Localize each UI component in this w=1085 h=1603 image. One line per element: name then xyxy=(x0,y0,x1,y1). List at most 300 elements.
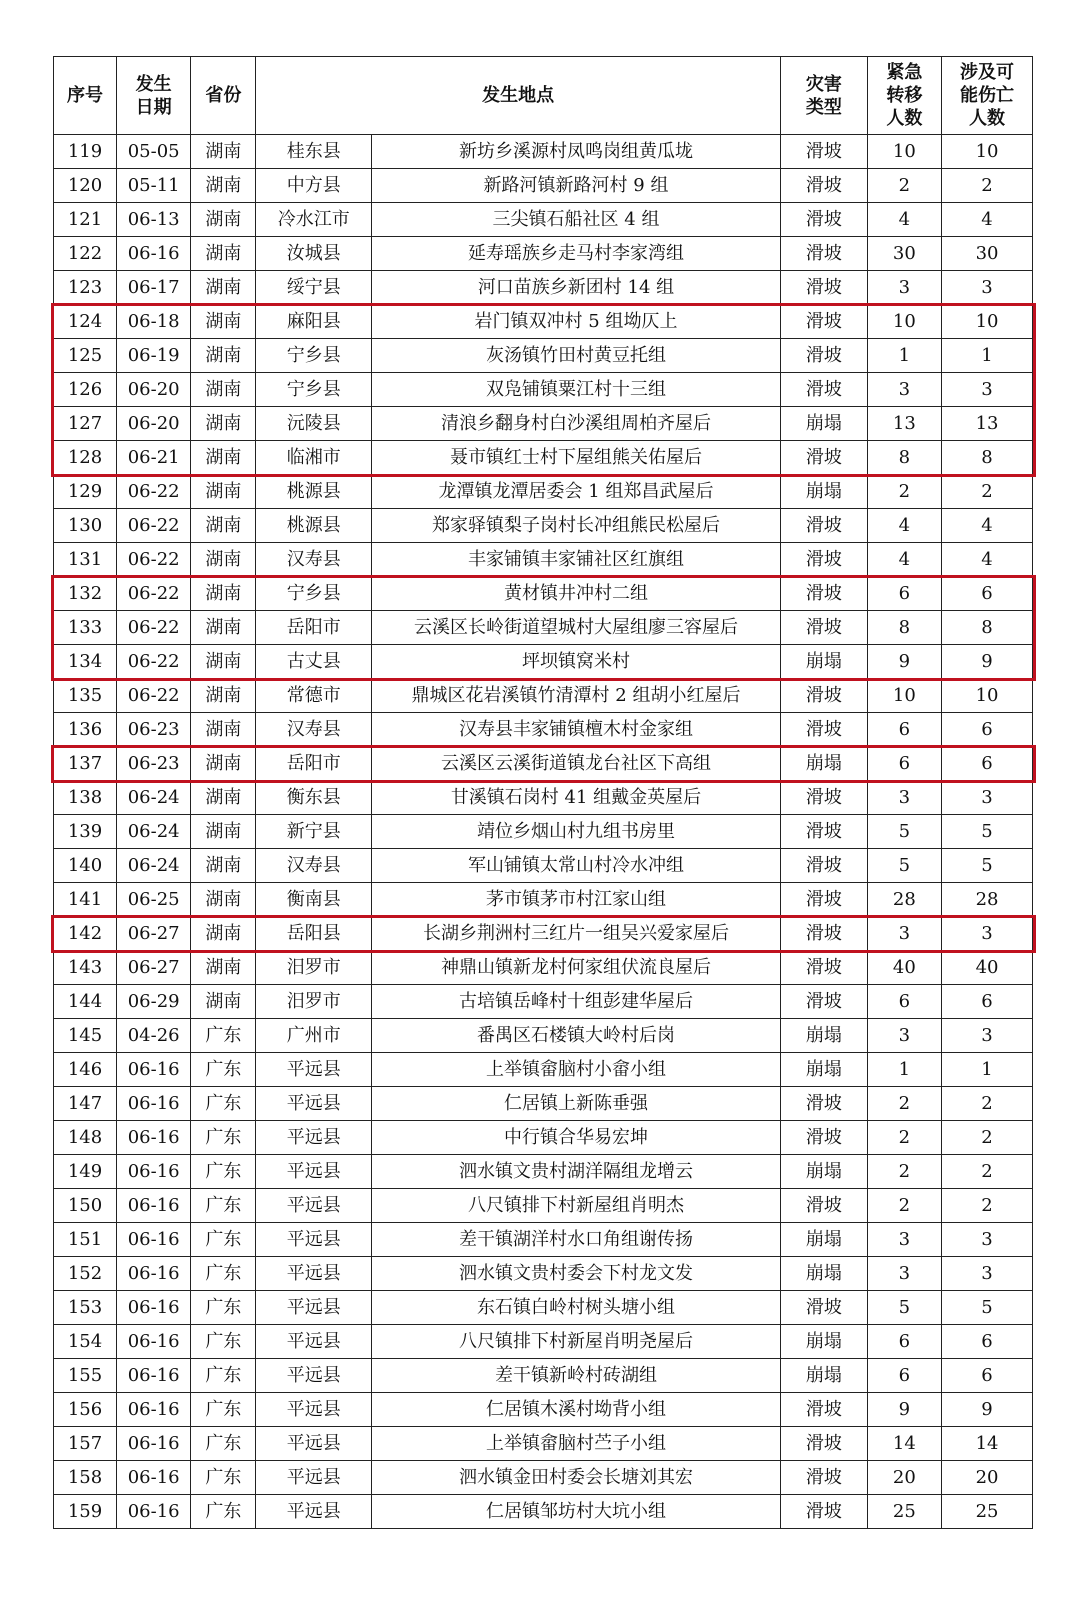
table-cell: 06-25 xyxy=(116,883,190,917)
table-cell: 159 xyxy=(54,1495,117,1529)
table-cell: 沅陵县 xyxy=(256,407,372,441)
table-cell: 湖南 xyxy=(191,645,256,679)
table-cell: 10 xyxy=(867,135,941,169)
table-cell: 2 xyxy=(942,1121,1033,1155)
table-cell: 平远县 xyxy=(256,1053,372,1087)
table-cell: 滑坡 xyxy=(780,951,867,985)
table-row xyxy=(54,611,1033,645)
table-row xyxy=(54,883,1033,917)
table-cell: 湖南 xyxy=(191,747,256,781)
table-cell: 3 xyxy=(867,1019,941,1053)
table-cell: 1 xyxy=(942,339,1033,373)
table-cell: 清浪乡翻身村白沙溪组周柏齐屋后 xyxy=(372,407,781,441)
table-cell: 宁乡县 xyxy=(256,339,372,373)
table-cell: 滑坡 xyxy=(780,1495,867,1529)
header-location: 发生地点 xyxy=(482,85,555,106)
document-page xyxy=(53,56,1033,1529)
table-cell: 桂东县 xyxy=(256,135,372,169)
table-cell: 麻阳县 xyxy=(256,305,372,339)
table-cell: 06-16 xyxy=(116,1359,190,1393)
table-cell: 广东 xyxy=(191,1223,256,1257)
table-cell: 13 xyxy=(942,407,1033,441)
table-cell: 6 xyxy=(942,1359,1033,1393)
table-cell: 汉寿县丰家铺镇檀木村金家组 xyxy=(372,713,781,747)
table-cell: 06-22 xyxy=(116,577,190,611)
table-row xyxy=(54,849,1033,883)
table-cell: 古培镇岳峰村十组彭建华屋后 xyxy=(372,985,781,1019)
table-cell: 滑坡 xyxy=(780,815,867,849)
table-cell: 湖南 xyxy=(191,713,256,747)
table-cell: 151 xyxy=(54,1223,117,1257)
table-cell: 06-22 xyxy=(116,679,190,713)
table-cell: 134 xyxy=(54,645,117,679)
table-cell: 3 xyxy=(867,271,941,305)
table-cell: 06-17 xyxy=(116,271,190,305)
table-cell: 滑坡 xyxy=(780,1189,867,1223)
table-cell: 广东 xyxy=(191,1461,256,1495)
table-row xyxy=(54,815,1033,849)
table-cell: 3 xyxy=(942,373,1033,407)
table-cell: 2 xyxy=(867,1155,941,1189)
table-cell: 泗水镇文贵村湖洋隔组龙增云 xyxy=(372,1155,781,1189)
table-cell: 122 xyxy=(54,237,117,271)
table-cell: 6 xyxy=(942,713,1033,747)
table-cell: 坪坝镇窝米村 xyxy=(372,645,781,679)
table-cell: 3 xyxy=(867,781,941,815)
table-cell: 衡东县 xyxy=(256,781,372,815)
table-cell: 10 xyxy=(867,305,941,339)
table-cell: 湖南 xyxy=(191,985,256,1019)
table-cell: 广东 xyxy=(191,1019,256,1053)
table-cell: 124 xyxy=(54,305,117,339)
table-cell: 桃源县 xyxy=(256,509,372,543)
table-cell: 06-16 xyxy=(116,1053,190,1087)
header-cell: 省份 xyxy=(191,57,256,135)
table-cell: 141 xyxy=(54,883,117,917)
table-cell: 152 xyxy=(54,1257,117,1291)
table-cell: 05-11 xyxy=(116,169,190,203)
table-row xyxy=(54,203,1033,237)
table-row xyxy=(54,781,1033,815)
table-cell: 6 xyxy=(867,1359,941,1393)
table-cell: 136 xyxy=(54,713,117,747)
table-cell: 平远县 xyxy=(256,1257,372,1291)
table-cell: 06-22 xyxy=(116,475,190,509)
table-cell: 06-27 xyxy=(116,951,190,985)
table-cell: 06-24 xyxy=(116,815,190,849)
table-row xyxy=(54,1257,1033,1291)
table-cell: 滑坡 xyxy=(780,135,867,169)
table-row xyxy=(54,237,1033,271)
table-cell: 157 xyxy=(54,1427,117,1461)
table-cell: 云溪区长岭街道望城村大屋组廖三容屋后 xyxy=(372,611,781,645)
table-cell: 平远县 xyxy=(256,1393,372,1427)
table-cell: 158 xyxy=(54,1461,117,1495)
table-cell: 湖南 xyxy=(191,339,256,373)
header-cell: 发生 日期 xyxy=(116,57,190,135)
table-cell: 仁居镇上新陈垂强 xyxy=(372,1087,781,1121)
table-cell: 148 xyxy=(54,1121,117,1155)
table-row xyxy=(54,1291,1033,1325)
table-cell: 3 xyxy=(942,1223,1033,1257)
table-cell: 127 xyxy=(54,407,117,441)
table-cell: 广东 xyxy=(191,1257,256,1291)
table-cell: 06-16 xyxy=(116,1121,190,1155)
table-cell: 广东 xyxy=(191,1189,256,1223)
table-row xyxy=(54,917,1033,951)
table-cell: 6 xyxy=(942,985,1033,1019)
table-cell: 滑坡 xyxy=(780,441,867,475)
table-cell: 3 xyxy=(942,271,1033,305)
table-cell: 平远县 xyxy=(256,1291,372,1325)
table-row xyxy=(54,747,1033,781)
table-cell: 平远县 xyxy=(256,1495,372,1529)
table-cell: 湖南 xyxy=(191,951,256,985)
table-row xyxy=(54,475,1033,509)
table-cell: 平远县 xyxy=(256,1189,372,1223)
table-cell: 138 xyxy=(54,781,117,815)
table-cell: 湖南 xyxy=(191,135,256,169)
table-cell: 06-16 xyxy=(116,1189,190,1223)
table-cell: 8 xyxy=(867,611,941,645)
table-cell: 崩塌 xyxy=(780,1053,867,1087)
table-row xyxy=(54,543,1033,577)
table-cell: 湖南 xyxy=(191,373,256,407)
table-cell: 40 xyxy=(867,951,941,985)
table-cell: 泗水镇文贵村委会下村龙文发 xyxy=(372,1257,781,1291)
table-cell: 8 xyxy=(867,441,941,475)
table-row xyxy=(54,441,1033,475)
table-cell: 崩塌 xyxy=(780,1223,867,1257)
table-cell: 06-16 xyxy=(116,1291,190,1325)
table-cell: 06-24 xyxy=(116,781,190,815)
table-cell: 崩塌 xyxy=(780,1325,867,1359)
table-cell: 129 xyxy=(54,475,117,509)
table-cell: 6 xyxy=(942,577,1033,611)
table-cell: 平远县 xyxy=(256,1325,372,1359)
table-cell: 133 xyxy=(54,611,117,645)
table-cell: 121 xyxy=(54,203,117,237)
table-cell: 149 xyxy=(54,1155,117,1189)
table-cell: 06-20 xyxy=(116,407,190,441)
table-cell: 10 xyxy=(942,135,1033,169)
table-cell: 06-16 xyxy=(116,1155,190,1189)
table-cell: 滑坡 xyxy=(780,1461,867,1495)
table-cell: 3 xyxy=(867,917,941,951)
table-cell: 05-05 xyxy=(116,135,190,169)
table-row xyxy=(54,577,1033,611)
table-cell: 06-23 xyxy=(116,747,190,781)
table-cell: 崩塌 xyxy=(780,645,867,679)
table-cell: 滑坡 xyxy=(780,509,867,543)
table-cell: 156 xyxy=(54,1393,117,1427)
table-cell: 鼎城区花岩溪镇竹清潭村 2 组胡小红屋后 xyxy=(372,679,781,713)
table-cell: 14 xyxy=(942,1427,1033,1461)
table-cell: 湖南 xyxy=(191,475,256,509)
table-cell: 古丈县 xyxy=(256,645,372,679)
table-cell: 25 xyxy=(867,1495,941,1529)
table-cell: 123 xyxy=(54,271,117,305)
table-cell: 崩塌 xyxy=(780,1155,867,1189)
table-cell: 2 xyxy=(867,475,941,509)
table-cell: 湖南 xyxy=(191,917,256,951)
table-cell: 湖南 xyxy=(191,815,256,849)
table-cell: 湖南 xyxy=(191,271,256,305)
table-cell: 仁居镇邹坊村大坑小组 xyxy=(372,1495,781,1529)
table-row xyxy=(54,339,1033,373)
header-row xyxy=(54,57,1033,135)
table-cell: 中行镇合华易宏坤 xyxy=(372,1121,781,1155)
table-cell: 4 xyxy=(867,543,941,577)
table-row xyxy=(54,985,1033,1019)
table-row xyxy=(54,1325,1033,1359)
table-cell: 06-29 xyxy=(116,985,190,1019)
table-row xyxy=(54,1495,1033,1529)
table-cell: 宁乡县 xyxy=(256,577,372,611)
table-cell: 汉寿县 xyxy=(256,849,372,883)
table-cell: 崩塌 xyxy=(780,475,867,509)
table-cell: 1 xyxy=(942,1053,1033,1087)
table-cell: 6 xyxy=(867,985,941,1019)
table-cell: 9 xyxy=(942,645,1033,679)
table-cell: 湖南 xyxy=(191,237,256,271)
table-cell: 崩塌 xyxy=(780,1257,867,1291)
table-cell: 153 xyxy=(54,1291,117,1325)
table-cell: 湖南 xyxy=(191,203,256,237)
table-row xyxy=(54,713,1033,747)
table-cell: 湖南 xyxy=(191,577,256,611)
table-cell: 145 xyxy=(54,1019,117,1053)
table-row xyxy=(54,305,1033,339)
table-cell: 湖南 xyxy=(191,509,256,543)
table-cell: 4 xyxy=(942,509,1033,543)
table-cell: 湖南 xyxy=(191,883,256,917)
table-cell: 2 xyxy=(867,1189,941,1223)
table-cell: 04-26 xyxy=(116,1019,190,1053)
table-cell: 9 xyxy=(867,1393,941,1427)
header-cell: 灾害 类型 xyxy=(780,57,867,135)
table-cell: 154 xyxy=(54,1325,117,1359)
table-cell: 冷水江市 xyxy=(256,203,372,237)
table-cell: 06-23 xyxy=(116,713,190,747)
table-cell: 延寿瑶族乡走马村李家湾组 xyxy=(372,237,781,271)
table-cell: 平远县 xyxy=(256,1087,372,1121)
table-cell: 139 xyxy=(54,815,117,849)
table-cell: 平远县 xyxy=(256,1427,372,1461)
table-cell: 3 xyxy=(942,917,1033,951)
table-cell: 滑坡 xyxy=(780,713,867,747)
table-cell: 147 xyxy=(54,1087,117,1121)
table-cell: 汉寿县 xyxy=(256,543,372,577)
table-cell: 滑坡 xyxy=(780,1427,867,1461)
table-cell: 135 xyxy=(54,679,117,713)
table-cell: 宁乡县 xyxy=(256,373,372,407)
table-cell: 1 xyxy=(867,339,941,373)
table-row xyxy=(54,1393,1033,1427)
table-cell: 144 xyxy=(54,985,117,1019)
table-cell: 06-16 xyxy=(116,1427,190,1461)
table-cell: 06-22 xyxy=(116,509,190,543)
table-cell: 中方县 xyxy=(256,169,372,203)
table-cell: 靖位乡烟山村九组书房里 xyxy=(372,815,781,849)
table-cell: 6 xyxy=(867,1325,941,1359)
table-cell: 汝城县 xyxy=(256,237,372,271)
table-row xyxy=(54,509,1033,543)
table-row xyxy=(54,271,1033,305)
table-cell: 八尺镇排下村新屋组肖明杰 xyxy=(372,1189,781,1223)
table-cell: 八尺镇排下村新屋肖明尧屋后 xyxy=(372,1325,781,1359)
table-cell: 5 xyxy=(867,1291,941,1325)
table-cell: 5 xyxy=(867,849,941,883)
table-cell: 5 xyxy=(942,1291,1033,1325)
table-cell: 2 xyxy=(942,1189,1033,1223)
table-cell: 滑坡 xyxy=(780,373,867,407)
table-row xyxy=(54,135,1033,169)
table-cell: 滑坡 xyxy=(780,577,867,611)
table-cell: 3 xyxy=(867,1257,941,1291)
table-cell: 06-16 xyxy=(116,237,190,271)
table-cell: 30 xyxy=(942,237,1033,271)
table-cell: 衡南县 xyxy=(256,883,372,917)
table-cell: 2 xyxy=(942,1087,1033,1121)
table-cell: 2 xyxy=(942,169,1033,203)
table-row xyxy=(54,1053,1033,1087)
table-cell: 湖南 xyxy=(191,441,256,475)
table-cell: 2 xyxy=(867,1121,941,1155)
table-cell: 广东 xyxy=(191,1359,256,1393)
table-row xyxy=(54,1155,1033,1189)
table-cell: 河口苗族乡新团村 14 组 xyxy=(372,271,781,305)
table-cell: 137 xyxy=(54,747,117,781)
table-cell: 黄材镇井冲村二组 xyxy=(372,577,781,611)
table-cell: 2 xyxy=(942,1155,1033,1189)
table-cell: 6 xyxy=(942,1325,1033,1359)
table-cell: 131 xyxy=(54,543,117,577)
table-row xyxy=(54,1189,1033,1223)
table-cell: 3 xyxy=(867,1223,941,1257)
table-cell: 滑坡 xyxy=(780,271,867,305)
table-cell: 4 xyxy=(867,509,941,543)
table-cell: 聂市镇红士村下屋组熊关佑屋后 xyxy=(372,441,781,475)
table-cell: 平远县 xyxy=(256,1223,372,1257)
table-cell: 广东 xyxy=(191,1427,256,1461)
table-row xyxy=(54,951,1033,985)
table-row xyxy=(54,679,1033,713)
table-cell: 20 xyxy=(942,1461,1033,1495)
table-cell: 滑坡 xyxy=(780,849,867,883)
table-cell: 滑坡 xyxy=(780,543,867,577)
table-cell: 滑坡 xyxy=(780,305,867,339)
table-cell: 06-16 xyxy=(116,1461,190,1495)
table-cell: 桃源县 xyxy=(256,475,372,509)
table-cell: 甘溪镇石岗村 41 组戴金英屋后 xyxy=(372,781,781,815)
table-cell: 滑坡 xyxy=(780,679,867,713)
table-cell: 25 xyxy=(942,1495,1033,1529)
table-cell: 滑坡 xyxy=(780,611,867,645)
table-cell: 差干镇新岭村砖湖组 xyxy=(372,1359,781,1393)
table-row xyxy=(54,1121,1033,1155)
table-cell: 4 xyxy=(942,543,1033,577)
table-row xyxy=(54,1427,1033,1461)
table-cell: 40 xyxy=(942,951,1033,985)
header-cell: 紧急 转移 人数 xyxy=(867,57,941,135)
table-cell: 平远县 xyxy=(256,1461,372,1495)
table-cell: 东石镇白岭村树头塘小组 xyxy=(372,1291,781,1325)
table-cell: 常德市 xyxy=(256,679,372,713)
table-cell: 军山铺镇太常山村冷水冲组 xyxy=(372,849,781,883)
table-cell: 06-24 xyxy=(116,849,190,883)
table-cell: 4 xyxy=(867,203,941,237)
table-cell: 郑家驿镇梨子岗村长冲组熊民松屋后 xyxy=(372,509,781,543)
table-cell: 湖南 xyxy=(191,169,256,203)
table-cell: 28 xyxy=(867,883,941,917)
table-cell: 20 xyxy=(867,1461,941,1495)
table-cell: 10 xyxy=(867,679,941,713)
table-cell: 10 xyxy=(942,679,1033,713)
table-cell: 湖南 xyxy=(191,849,256,883)
table-cell: 06-16 xyxy=(116,1393,190,1427)
table-cell: 6 xyxy=(867,747,941,781)
table-row xyxy=(54,169,1033,203)
table-cell: 广东 xyxy=(191,1155,256,1189)
table-cell: 三尖镇石船社区 4 组 xyxy=(372,203,781,237)
table-cell: 128 xyxy=(54,441,117,475)
header-cell xyxy=(256,57,781,135)
table-cell: 06-20 xyxy=(116,373,190,407)
table-cell: 06-27 xyxy=(116,917,190,951)
table-cell: 8 xyxy=(942,611,1033,645)
table-cell: 崩塌 xyxy=(780,1359,867,1393)
table-cell: 汉寿县 xyxy=(256,713,372,747)
table-cell: 06-22 xyxy=(116,543,190,577)
table-cell: 滑坡 xyxy=(780,237,867,271)
table-cell: 06-19 xyxy=(116,339,190,373)
table-cell: 广东 xyxy=(191,1325,256,1359)
table-cell: 新坊乡溪源村凤鸣岗组黄瓜垅 xyxy=(372,135,781,169)
table-cell: 滑坡 xyxy=(780,985,867,1019)
table-cell: 广东 xyxy=(191,1053,256,1087)
table-cell: 湖南 xyxy=(191,305,256,339)
table-cell: 滑坡 xyxy=(780,1087,867,1121)
table-cell: 滑坡 xyxy=(780,169,867,203)
table-cell: 岳阳市 xyxy=(256,747,372,781)
table-cell: 155 xyxy=(54,1359,117,1393)
table-cell: 滑坡 xyxy=(780,1121,867,1155)
table-cell: 茅市镇茅市村江家山组 xyxy=(372,883,781,917)
table-cell: 岳阳市 xyxy=(256,611,372,645)
table-cell: 岩门镇双冲村 5 组坳仄上 xyxy=(372,305,781,339)
table-row xyxy=(54,407,1033,441)
table-cell: 6 xyxy=(942,747,1033,781)
table-cell: 仁居镇木溪村坳背小组 xyxy=(372,1393,781,1427)
table-cell: 差干镇湖洋村水口角组谢传扬 xyxy=(372,1223,781,1257)
table-cell: 云溪区云溪街道镇龙台社区下高组 xyxy=(372,747,781,781)
table-row xyxy=(54,645,1033,679)
table-cell: 湖南 xyxy=(191,543,256,577)
table-cell: 滑坡 xyxy=(780,203,867,237)
header-cell: 序号 xyxy=(54,57,117,135)
table-cell: 崩塌 xyxy=(780,747,867,781)
table-cell: 双凫铺镇粟江村十三组 xyxy=(372,373,781,407)
table-cell: 2 xyxy=(867,1087,941,1121)
table-cell: 9 xyxy=(942,1393,1033,1427)
table-cell: 6 xyxy=(867,577,941,611)
table-cell: 湖南 xyxy=(191,781,256,815)
table-cell: 2 xyxy=(867,169,941,203)
table-cell: 1 xyxy=(867,1053,941,1087)
table-cell: 滑坡 xyxy=(780,917,867,951)
table-row xyxy=(54,1359,1033,1393)
